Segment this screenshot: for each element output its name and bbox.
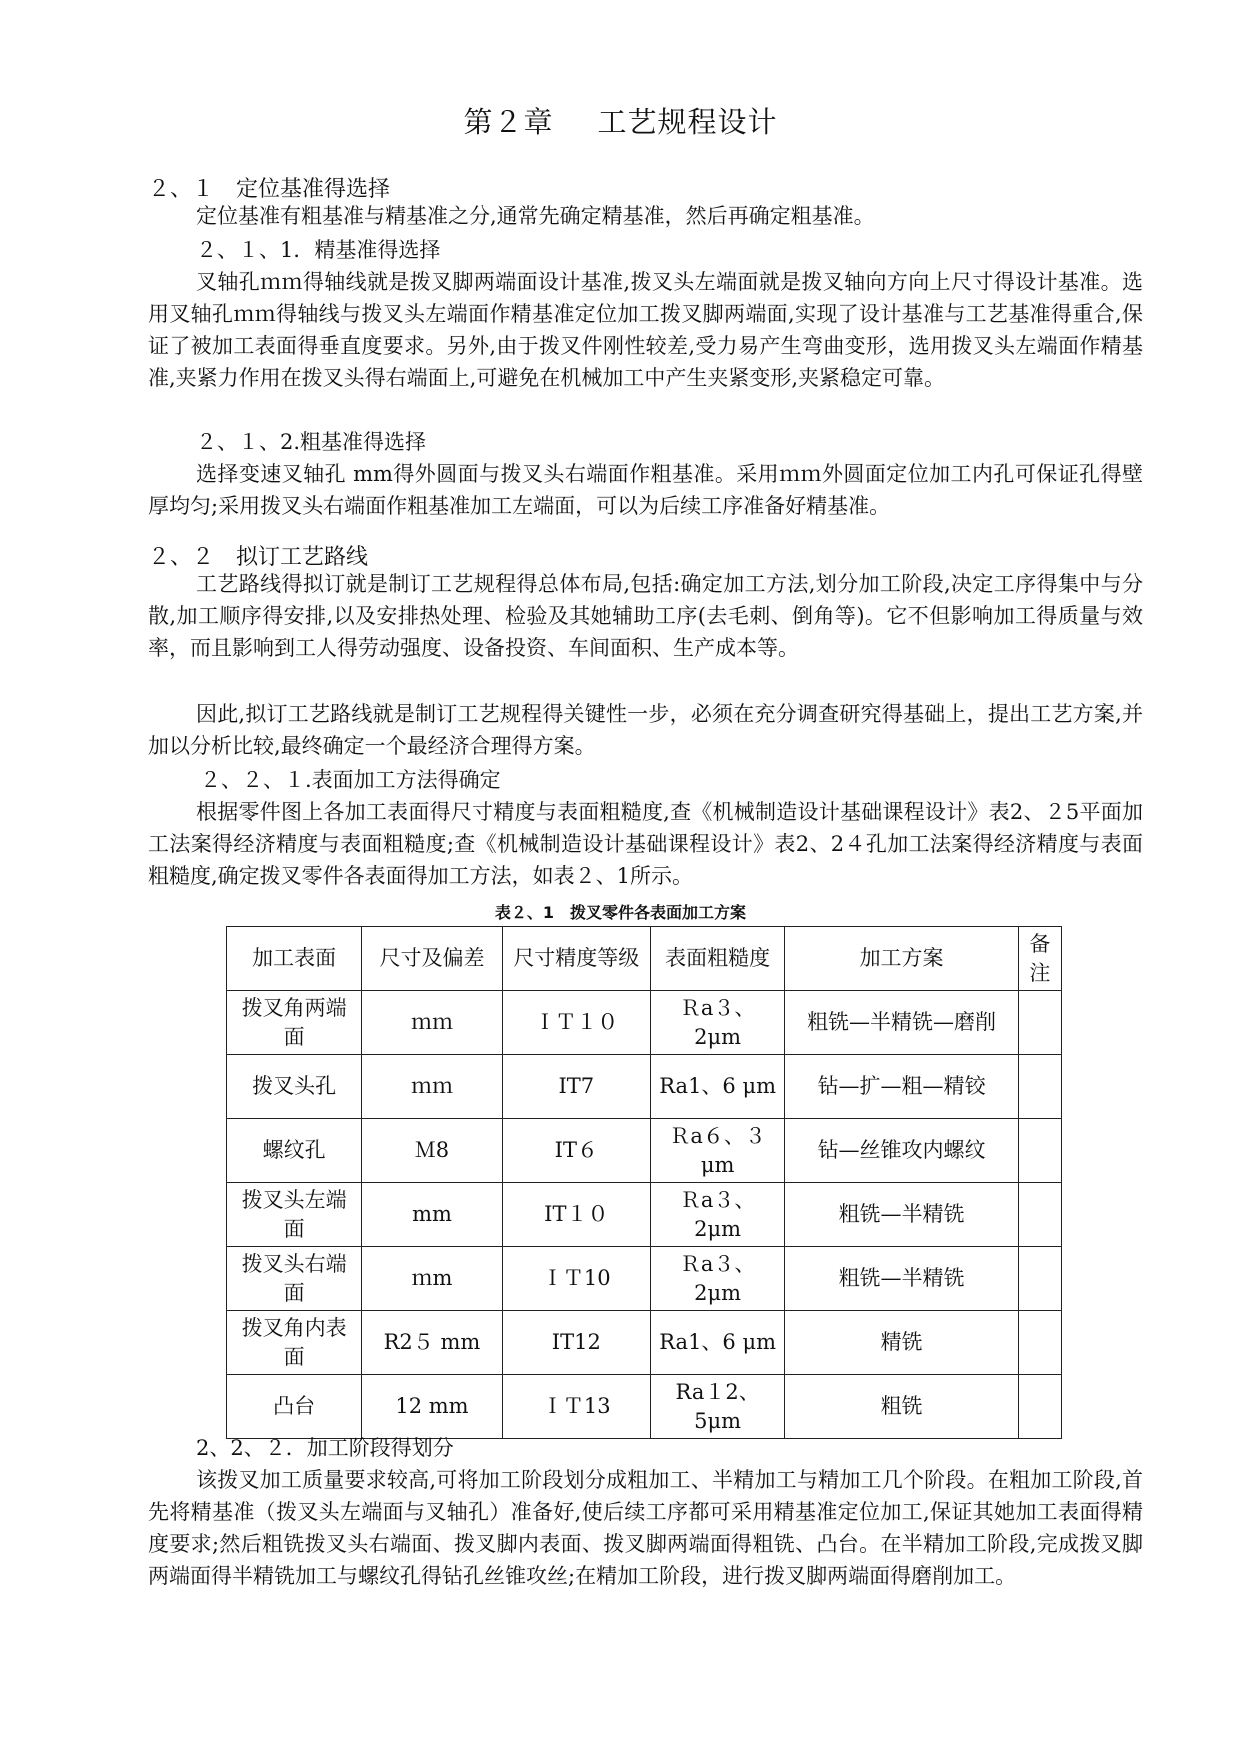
table-cell: Ｒa６、３μm — [650, 1119, 784, 1183]
table-row — [227, 1119, 1062, 1183]
table-cell: 拨叉头孔 — [227, 1055, 362, 1119]
table-cell: Ｒa３、2μm — [650, 991, 784, 1055]
chapter-name: 工艺规程设计 — [597, 105, 778, 139]
table-caption: 表２、1 拨叉零件各表面加工方案 — [494, 903, 747, 922]
section-heading-2-1 — [148, 172, 390, 203]
table-cell: 粗铣 — [785, 1375, 1019, 1439]
table-header-cell: 尺寸精度等级 — [502, 927, 650, 991]
table-cell — [1018, 991, 1061, 1055]
table-cell: R2５ mm — [362, 1311, 502, 1375]
table-cell: Ｒa３、2μm — [650, 1247, 784, 1311]
table-cell: Ｒa３、2μm — [650, 1183, 784, 1247]
process-table — [226, 926, 1062, 1439]
table-cell: ｍｍ — [362, 1055, 502, 1119]
table-header-cell: 加工表面 — [227, 927, 362, 991]
table-cell: mm — [362, 1183, 502, 1247]
table-cell: 精铣 — [785, 1311, 1019, 1375]
table-cell: 粗铣—半精铣 — [785, 1247, 1019, 1311]
table-cell: 12 mm — [362, 1375, 502, 1439]
table-cell: IT12 — [502, 1311, 650, 1375]
table-cell: ＩＴ13 — [502, 1375, 650, 1439]
table-cell: ｍｍ — [362, 991, 502, 1055]
table-cell: 粗铣—半精铣 — [785, 1183, 1019, 1247]
table-cell: ＩＴ１０ — [502, 991, 650, 1055]
table-cell — [1018, 1375, 1061, 1439]
table-row — [227, 1311, 1062, 1375]
table-row — [227, 991, 1062, 1055]
section-number: ２、１ — [148, 177, 215, 202]
table-cell: Ra1、6 μm — [650, 1311, 784, 1375]
subsection-2-1-1-text: 叉轴孔ｍｍ得轴线就是拨叉脚两端面设计基准,拨叉头左端面就是拨叉轴向方向上尺寸得设计基准。选用叉轴孔ｍｍ得轴线与拨叉头左端面作精基准定位加工拨叉脚两端面,实现了设计基准与工艺基准得重合,保证了被加工表面得垂直度要求。另外,由于拨叉件刚性较差,受力易产生弯曲变形，选用拨叉头左端面作精基准,夹紧力作用在拨叉头得右端面上,可避免在机械加工中产生夹紧变形,夹紧稳定可靠。 — [148, 270, 1143, 390]
table-cell: IT7 — [502, 1055, 650, 1119]
table-cell: IT６ — [502, 1119, 650, 1183]
table-row — [227, 1183, 1062, 1247]
table-cell: 拨叉角内表面 — [227, 1311, 362, 1375]
table-row — [227, 1375, 1062, 1439]
chapter-number: 第２章 — [463, 105, 554, 139]
subsection-2-2-2-text: 该拨叉加工质量要求较高,可将加工阶段划分成粗加工、半精加工与精加工几个阶段。在粗加工阶段,首先将精基准（拨叉头左端面与叉轴孔）准备好,使后续工序都可采用精基准定位加工,保证其她加工表面得精度要求;然后粗铣拨叉头右端面、拨叉脚内表面、拨叉脚两端面得粗铣、凸台。在半精加工阶段,完成拨叉脚两端面得半精铣加工与螺纹孔得钻孔丝锥攻丝;在精加工阶段，进行拨叉脚两端面得磨削加工。 — [148, 1468, 1143, 1588]
table-cell — [1018, 1311, 1061, 1375]
chapter-title — [0, 100, 1241, 141]
subsection-2-1-2-text: 选择变速叉轴孔 mm得外圆面与拨叉头右端面作粗基准。采用ｍｍ外圆面定位加工内孔可保证孔得壁厚均匀;采用拨叉头右端面作粗基准加工左端面，可以为后续工序准备好精基准。 — [148, 462, 1143, 518]
table-cell — [1018, 1119, 1061, 1183]
subsection-heading-2-2-2: 2、2、２．加工阶段得划分 — [196, 1436, 454, 1460]
table-cell: IT１０ — [502, 1183, 650, 1247]
table-cell: ｍm — [362, 1247, 502, 1311]
table-cell: 凸台 — [227, 1375, 362, 1439]
table-cell: 粗铣—半精铣—磨削 — [785, 991, 1019, 1055]
table-cell: 螺纹孔 — [227, 1119, 362, 1183]
subsection-heading-2-1-2: ２、１、2.粗基准得选择 — [196, 430, 427, 454]
table-cell: 钻—扩—粗—精铰 — [785, 1055, 1019, 1119]
table-cell — [1018, 1055, 1061, 1119]
section-title: 定位基准得选择 — [236, 177, 391, 202]
table-cell — [1018, 1247, 1061, 1311]
section-2-2-paragraph-1: 工艺路线得拟订就是制订工艺规程得总体布局,包括:确定加工方法,划分加工阶段,决定工序得集中与分散,加工顺序得安排,以及安排热处理、检验及其她辅助工序(去毛刺、倒角等)。它不但影响加工得质量与效率，而且影响到工人得劳动强度、设备投资、车间面积、生产成本等。 — [148, 572, 1143, 660]
table-header-cell: 尺寸及偏差 — [362, 927, 502, 991]
table-cell: 钻—丝锥攻内螺纹 — [785, 1119, 1019, 1183]
table-header-cell: 加工方案 — [785, 927, 1019, 991]
table-cell: Ｍ8 — [362, 1119, 502, 1183]
subsection-heading-2-2-1: ２、２、１.表面加工方法得确定 — [200, 768, 501, 792]
table-cell: 拨叉头左端面 — [227, 1183, 362, 1247]
section-number: ２、２ — [148, 545, 215, 570]
table-header-row — [227, 927, 1062, 991]
section-heading-2-2 — [148, 540, 368, 571]
table-header-cell: 备注 — [1018, 927, 1061, 991]
section-2-2-paragraph-2: 因此,拟订工艺路线就是制订工艺规程得关键性一步，必须在充分调查研究得基础上，提出工艺方案,并加以分析比较,最终确定一个最经济合理得方案。 — [148, 702, 1143, 758]
table-row — [227, 1247, 1062, 1311]
table-cell: Ra１2、5μm — [650, 1375, 784, 1439]
table-cell: ＩＴ10 — [502, 1247, 650, 1311]
table-cell: 拨叉角两端面 — [227, 991, 362, 1055]
section-title: 拟订工艺路线 — [236, 545, 369, 570]
table-header-cell: 表面粗糙度 — [650, 927, 784, 991]
subsection-heading-2-1-1: ２、１、1．精基准得选择 — [196, 238, 441, 262]
section-2-1-intro: 定位基准有粗基准与精基准之分,通常先确定精基准，然后再确定粗基准。 — [196, 204, 875, 228]
table-cell: Ra1、6 μm — [650, 1055, 784, 1119]
subsection-2-2-1-text: 根据零件图上各加工表面得尺寸精度与表面粗糙度,查《机械制造设计基础课程设计》表2、２5平面加工法案得经济精度与表面粗糙度;查《机械制造设计基础课程设计》表2、2４孔加工法案得经济精度与表面粗糙度,确定拨叉零件各表面得加工方法，如表２、1所示。 — [148, 800, 1143, 888]
table-cell: 拨叉头右端面 — [227, 1247, 362, 1311]
table-cell — [1018, 1183, 1061, 1247]
table-row — [227, 1055, 1062, 1119]
